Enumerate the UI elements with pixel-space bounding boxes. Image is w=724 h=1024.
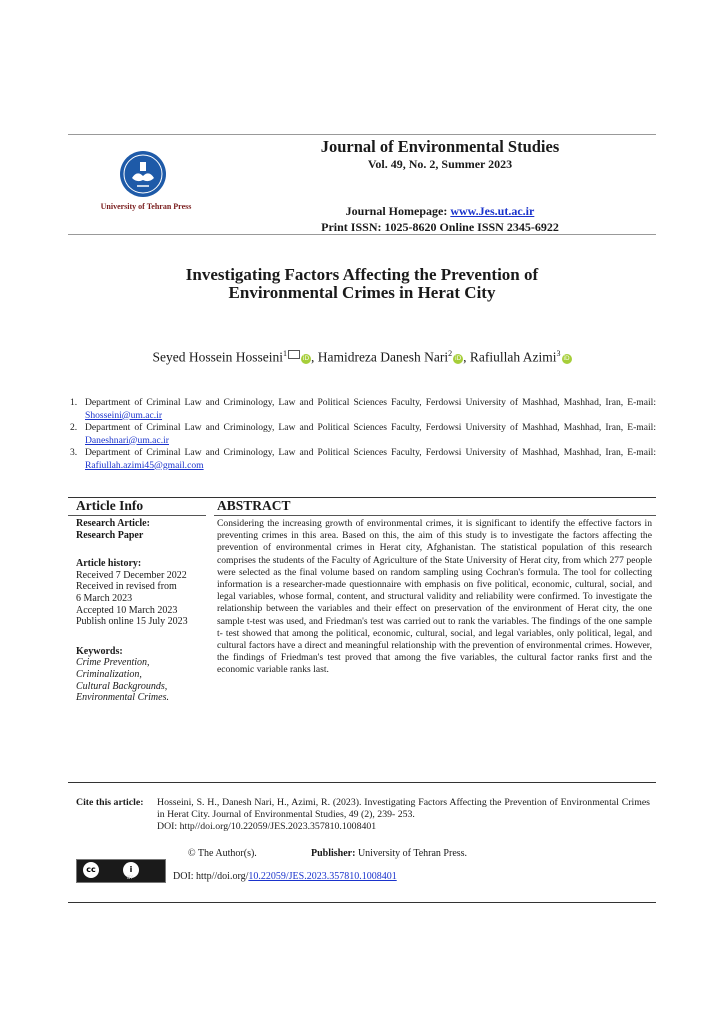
affiliation-number: 1.: [70, 397, 78, 408]
author-name: Seyed Hossein Hosseini: [152, 349, 283, 365]
abstract-heading: ABSTRACT: [217, 498, 291, 513]
article-title: [150, 266, 574, 302]
journal-title: Journal of Environmental Studies: [320, 137, 560, 156]
affiliation-number: 2.: [70, 422, 78, 433]
history-published: Publish online 15 July 2023: [76, 616, 188, 628]
affiliation-email-link[interactable]: Rafiullah.azimi45@gmail.com: [85, 459, 204, 471]
affiliation-text: Department of Criminal Law and Criminology, Law and Political Sciences Faculty, Ferdowsi University of Mashhad, Mashhad, Iran, E-mail:: [85, 447, 656, 458]
article-info-panel: [76, 518, 211, 704]
orcid-icon[interactable]: iD: [455, 354, 462, 362]
article-info-rule: [68, 515, 206, 516]
article-type-value: Research Paper: [76, 529, 144, 541]
footer-rule: [68, 902, 656, 903]
publisher-label: Publisher:: [311, 848, 356, 859]
keyword-item: Criminalization,: [76, 668, 142, 680]
attribution-icon: i: [123, 862, 139, 878]
affiliation-number: 3.: [70, 447, 78, 458]
history-accepted: Accepted 10 March 2023: [76, 604, 178, 616]
journal-issn: Print ISSN: 1025-8620 Online ISSN 2345-6922: [321, 220, 559, 234]
cc-license-badge[interactable]: [76, 859, 166, 883]
affiliation-item: [68, 447, 656, 472]
citation-block: [76, 797, 650, 832]
license-by-label: BY: [127, 875, 134, 881]
cc-icon: cc: [83, 862, 99, 878]
title-line-1: Investigating Factors Affecting the Prevention of: [185, 265, 539, 284]
header-top-rule: [68, 134, 656, 135]
author-name: , Hamidreza Danesh Nari: [310, 349, 449, 365]
affiliation-item: [68, 422, 656, 447]
author-affiliation-number: 1: [282, 349, 287, 358]
homepage-label: Journal Homepage:: [345, 204, 451, 218]
journal-homepage: [290, 204, 590, 219]
keyword-item: Environmental Crimes.: [76, 692, 169, 704]
section-bottom-rule: [68, 782, 656, 783]
affiliation-text: Department of Criminal Law and Criminology, Law and Political Sciences Faculty, Ferdowsi University of Mashhad, Mashhad, Iran, E-mail:: [85, 397, 656, 408]
university-seal-icon: [119, 150, 167, 198]
article-type-label: Research Article:: [76, 518, 150, 529]
author-affiliation-number: 2: [448, 349, 453, 358]
keyword-item: Crime Prevention,: [76, 657, 150, 669]
abstract-text: Considering the increasing growth of environmental crimes, it is significant to identify the effective factors in preventing crimes in this area. Based on this, the aim of this study is to investigate the factors affecting the prevention of environmental crimes in Herat city, Afghanistan. The statistical population of this research comprises the students of the Faculty of Agriculture of the State University of Herat city, from which 277 people were selected as the final volume based on random sampling using Cochran's formula. The tool for collecting information is a researcher-made questionnaire with emphasis on five political, economic, cultural, social, and legal variables, whose formal, content, and structural validity and reliability were confirmed. To investigate the relationship between the variables and their effect on preservation of the environment of Herat city, the one sample t-test was used, and Friedman's test was carried out to rank the variables. The findings of the one sample t- test showed that among the political, economic, cultural, social, and legal variables, only political, legal, and cultural factors have a direct and meaningful relationship with the prevention of environmental crimes. However, the findings of Friedman's test proved that among the five variables, the cultural factor ranks first and the economic variable ranks last.: [217, 518, 652, 676]
history-received: Received 7 December 2022: [76, 569, 187, 581]
history-label: Article history:: [76, 558, 142, 570]
section-top-rule: [68, 497, 656, 498]
publisher-line: [311, 848, 467, 859]
footer-doi: [173, 871, 397, 882]
keyword-item: Cultural Backgrounds,: [76, 680, 168, 692]
affiliation-email-link[interactable]: Daneshnari@um.ac.ir: [85, 434, 169, 446]
history-revised-date: 6 March 2023: [76, 592, 133, 604]
affiliation-list: [68, 397, 656, 472]
press-name: University of Tehran Press: [100, 202, 192, 211]
orcid-icon[interactable]: iD: [302, 354, 310, 362]
citation-text: Hosseini, S. H., Danesh Nari, H., Azimi, R. (2023). Investigating Factors Affecting the Prevention of Environmental Crimes in Herat City. Journal of Environmental Studies, 49 (2), 239- 253.: [157, 797, 650, 820]
email-icon[interactable]: [288, 350, 300, 359]
abstract-rule: [214, 515, 656, 516]
author-name: , Rafiullah Azimi: [463, 349, 557, 365]
orcid-icon[interactable]: iD: [563, 354, 570, 362]
affiliation-text: Department of Criminal Law and Criminology, Law and Political Sciences Faculty, Ferdowsi University of Mashhad, Mashhad, Iran, E-mail:: [85, 422, 656, 433]
footer-doi-link[interactable]: 10.22059/JES.2023.357810.1008401: [248, 871, 397, 882]
footer-doi-prefix: DOI: http//doi.org/: [173, 871, 249, 882]
history-revised: Received in revised from: [76, 581, 177, 593]
citation-label: Cite this article:: [76, 797, 144, 808]
citation-doi: DOI: http//doi.org/10.22059/JES.2023.357810.1008401: [157, 820, 377, 832]
affiliation-email-link[interactable]: Shosseini@um.ac.ir: [85, 409, 163, 421]
author-list: [100, 349, 624, 366]
publisher-value: University of Tehran Press.: [355, 848, 468, 859]
title-line-2: Environmental Crimes in Herat City: [228, 283, 496, 302]
homepage-link[interactable]: www.Jes.ut.ac.ir: [450, 204, 535, 218]
copyright-notice: © The Author(s).: [188, 848, 257, 859]
article-info-heading: Article Info: [76, 498, 144, 513]
author-affiliation-number: 3: [556, 349, 561, 358]
keywords-label: Keywords:: [76, 645, 123, 657]
journal-volume: Vol. 49, No. 2, Summer 2023: [367, 157, 513, 171]
affiliation-item: [68, 397, 656, 422]
